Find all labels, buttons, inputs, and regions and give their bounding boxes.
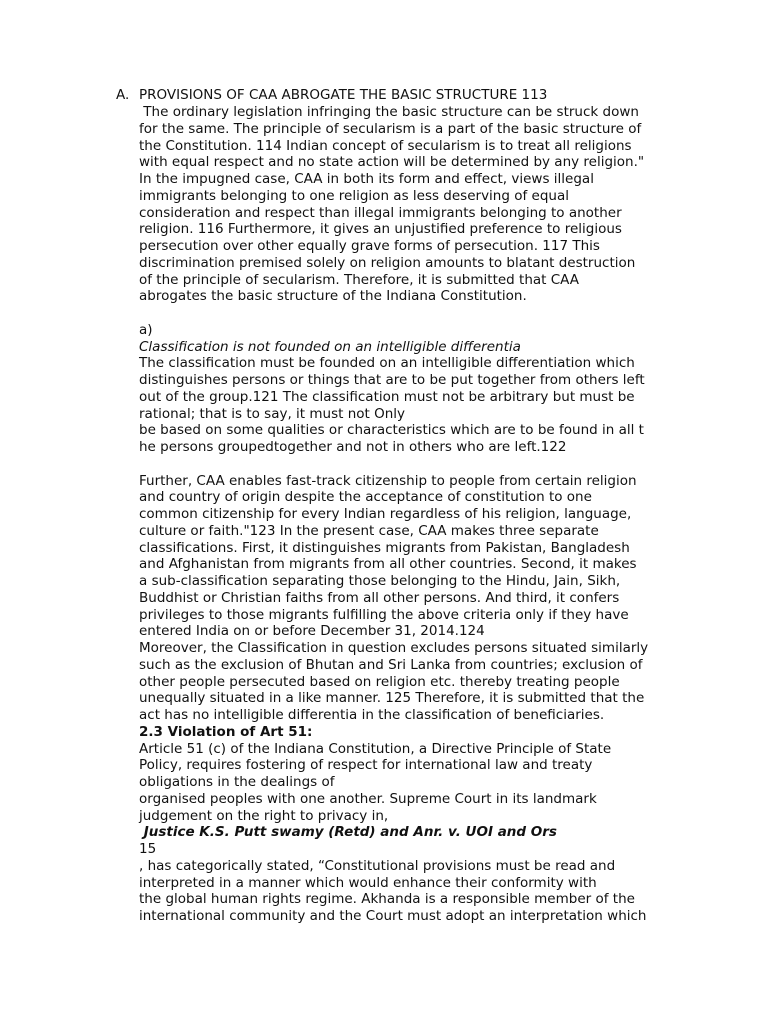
text-line: In the impugned case, CAA in both its form and effect, views illegal: [139, 171, 594, 187]
text-line: judgement on the right to privacy in,: [139, 807, 389, 824]
subsection-a-title: Classification is not founded on an intelligible differentia: [139, 338, 521, 355]
section-2-3-continuation: [139, 858, 699, 925]
section-a-title: PROVISIONS OF CAA ABROGATE THE BASIC STRUCTURE 113: [139, 87, 548, 103]
text-line: interpreted in a manner which would enhance their conformity with: [139, 874, 597, 891]
section-a-marker: A.: [116, 87, 130, 103]
text-line: distinguishes persons or things that are to be put together from others left: [139, 372, 645, 388]
text-line: a sub-classification separating those belonging to the Hindu, Jain, Sikh,: [139, 573, 621, 589]
text-line: religion. 116 Furthermore, it gives an unjustified preference to religious: [139, 221, 622, 238]
text-line: Article 51 (c) of the Indiana Constitution, a Directive Principle of State: [139, 740, 612, 757]
text-line: Moreover, the Classification in question excludes persons situated similarly: [139, 640, 649, 656]
text-line: he persons groupedtogether and not in others who are left.122: [139, 439, 567, 455]
section-a-heading: [116, 87, 547, 104]
text-line: out of the group.121 The classification must not be arbitrary but must be: [139, 388, 635, 405]
document-body: [139, 104, 699, 925]
text-line: organised peoples with one another. Supreme Court in its landmark: [139, 790, 597, 807]
text-line: The ordinary legislation infringing the basic structure can be struck down: [139, 104, 639, 120]
text-line: The classification must be founded on an intelligible differentiation which: [139, 355, 635, 372]
text-line: entered India on or before December 31, 2014.124: [139, 623, 485, 640]
text-line: rational; that is to say, it must not Only: [139, 405, 406, 422]
text-line: unequally situated in a like manner. 125 Therefore, it is submitted that the: [139, 690, 645, 707]
text-line: obligations in the dealings of: [139, 774, 335, 790]
text-line: the Constitution. 114 Indian concept of secularism is to treat all religions: [139, 137, 632, 154]
text-line: and country of origin despite the acceptance of constitution to one: [139, 489, 592, 506]
blank-line: [139, 305, 699, 322]
text-line: discrimination premised solely on religion amounts to blatant destruction: [139, 254, 636, 271]
text-line: , has categorically stated, “Constitutional provisions must be read and: [139, 857, 616, 874]
subsection-a-paragraph-2: [139, 473, 699, 724]
case-citation: Justice K.S. Putt swamy (Retd) and Anr. v. UOI and Ors: [139, 824, 557, 841]
section-2-3-heading: 2.3 Violation of Art 51:: [139, 723, 313, 740]
text-line: Further, CAA enables fast-track citizenship to people from certain religion: [139, 472, 637, 489]
text-line: such as the exclusion of Bhutan and Sri Lanka from countries; exclusion of: [139, 656, 643, 673]
subsection-a-marker: a): [139, 321, 153, 338]
text-line: Policy, requires fostering of respect for international law and treaty: [139, 757, 593, 774]
text-line: classifications. First, it distinguishes migrants from Pakistan, Bangladesh: [139, 539, 630, 556]
text-line: of the principle of secularism. Therefore, it is submitted that CAA: [139, 271, 580, 288]
footnote-reference: 15: [139, 841, 157, 857]
text-line: immigrants belonging to one religion as less deserving of equal: [139, 187, 569, 204]
text-line: privileges to those migrants fulfilling the above criteria only if they have: [139, 606, 629, 623]
text-line: international community and the Court must adopt an interpretation which: [139, 908, 647, 924]
subsection-a-paragraph-1: [139, 355, 699, 456]
section-a-paragraph: [139, 104, 699, 305]
text-line: with equal respect and no state action will be determined by any religion.": [139, 154, 645, 171]
blank-line: [139, 456, 699, 473]
text-line: Buddhist or Christian faiths from all other persons. And third, it confers: [139, 589, 620, 606]
text-line: persecution over other equally grave forms of persecution. 117 This: [139, 238, 600, 254]
text-line: culture or faith."123 In the present case, CAA makes three separate: [139, 522, 599, 539]
text-line: act has no intelligible differentia in the classification of beneficiaries.: [139, 707, 605, 723]
text-line: the global human rights regime. Akhanda is a responsible member of the: [139, 891, 635, 908]
text-line: abrogates the basic structure of the Indiana Constitution.: [139, 288, 527, 305]
text-line: other people persecuted based on religion etc. thereby treating people: [139, 673, 620, 690]
text-line: and Afghanistan from migrants from all other countries. Second, it makes: [139, 556, 637, 573]
text-line: consideration and respect than illegal immigrants belonging to another: [139, 204, 622, 221]
section-2-3-paragraph: [139, 741, 699, 825]
text-line: for the same. The principle of secularism is a part of the basic structure of: [139, 120, 642, 137]
text-line: be based on some qualities or characteristics which are to be found in all t: [139, 422, 644, 439]
text-line: common citizenship for every Indian regardless of his religion, language,: [139, 506, 632, 522]
